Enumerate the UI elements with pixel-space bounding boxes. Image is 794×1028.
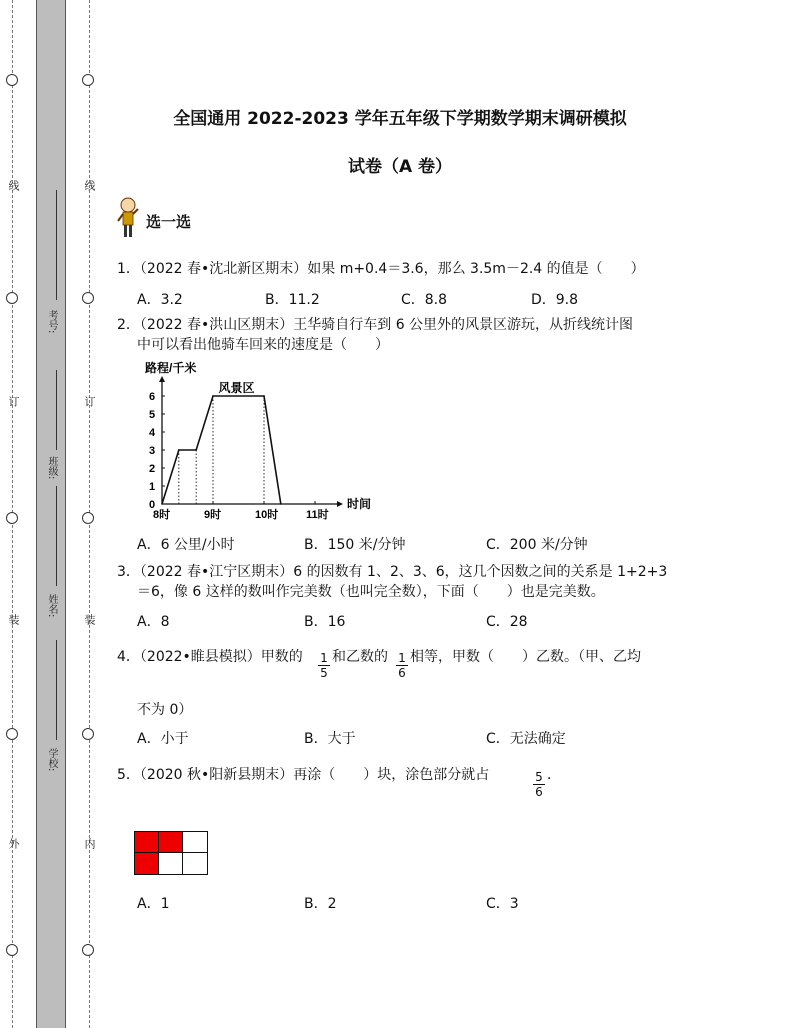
q4-option-b[interactable]: B．大于 xyxy=(304,731,356,747)
question-4-text-line2: 不为 0） xyxy=(137,702,193,718)
y-tick-label: 5 xyxy=(149,409,156,421)
margin-char-inner: 订 xyxy=(83,396,96,407)
binding-hole xyxy=(82,728,94,740)
q4-fraction-2 xyxy=(396,651,408,680)
binding-hole xyxy=(6,74,18,86)
empty-cell xyxy=(183,832,207,853)
binding-hole xyxy=(6,944,18,956)
gray-binding-strip xyxy=(36,0,66,1028)
cartoon-student-icon xyxy=(116,195,140,241)
margin-char-outer: 装 xyxy=(7,614,20,625)
x-tick-label: 8时 xyxy=(153,509,171,521)
q1-option-a[interactable]: A．3.2 xyxy=(137,292,183,308)
exam-title-line1: 全国通用 2022-2023 学年五年级下学期数学期末调研模拟 xyxy=(173,109,627,129)
name-label: 姓名: xyxy=(46,594,57,618)
fraction-denominator: 6 xyxy=(396,665,408,680)
data-point xyxy=(263,395,265,397)
shading-grid xyxy=(134,831,208,875)
school-label: 学校: xyxy=(46,748,57,772)
question-5-text: 5．（2020 秋•阳新县期末）再涂（ ）块，涂色部分就占 xyxy=(117,767,490,783)
y-tick-label: 3 xyxy=(149,445,156,457)
empty-cell xyxy=(159,853,183,874)
q3-option-c[interactable]: C．28 xyxy=(486,614,528,630)
binding-hole xyxy=(82,292,94,304)
fraction-numerator: 5 xyxy=(535,770,543,784)
q1-option-c[interactable]: C．8.8 xyxy=(401,292,448,308)
q4-option-a[interactable]: A．小于 xyxy=(137,731,189,747)
x-tick-label: 11时 xyxy=(306,509,329,521)
question-3-text-line2: ＝6，像 6 这样的数叫作完美数（也叫完全数），下面（ ）也是完美数。 xyxy=(137,584,605,600)
q2-option-c[interactable]: C．200 米/分钟 xyxy=(486,537,588,553)
data-point xyxy=(212,395,214,397)
binding-hole xyxy=(82,512,94,524)
shaded-cell xyxy=(135,853,159,874)
question-2-text-line1: 2．（2022 春•洪山区期末）王华骑自行车到 6 公里外的风景区游玩，从折线统计图 xyxy=(117,317,634,333)
class-line xyxy=(56,370,57,450)
question-5-end: ． xyxy=(547,767,561,783)
margin-char-outer: 线 xyxy=(7,180,20,191)
binding-hole xyxy=(82,944,94,956)
q2-option-a[interactable]: A．6 公里/小时 xyxy=(137,537,235,553)
fraction-numerator: 1 xyxy=(320,651,328,665)
data-point xyxy=(195,449,197,451)
y-tick-label: 6 xyxy=(149,391,156,403)
data-point xyxy=(178,449,180,451)
y-tick-label: 2 xyxy=(149,463,156,475)
data-point xyxy=(280,503,282,505)
school-line xyxy=(56,640,57,740)
section-title: 选一选 xyxy=(146,213,192,231)
binding-hole xyxy=(6,292,18,304)
question-4-part-a: 4．（2022•睢县模拟）甲数的 xyxy=(117,649,303,665)
y-axis-arrow xyxy=(159,376,165,382)
fraction-numerator: 1 xyxy=(398,651,406,665)
q1-option-b[interactable]: B．11.2 xyxy=(265,292,320,308)
exam-number-line xyxy=(56,190,57,300)
q3-option-a[interactable]: A．8 xyxy=(137,614,170,630)
x-tick-label: 10时 xyxy=(255,509,279,521)
data-point xyxy=(161,503,163,505)
name-line xyxy=(56,486,57,586)
y-tick-label: 4 xyxy=(149,427,156,439)
question-3-text-line1: 3．（2022 春•江宁区期末）6 的因数有 1、2、3、6，这几个因数之间的关系是 1+2+3 xyxy=(117,564,668,580)
q4-fraction-1 xyxy=(318,651,330,680)
y-tick-label: 0 xyxy=(149,499,156,511)
margin-char-inner: 装 xyxy=(83,614,96,625)
q1-option-d[interactable]: D．9.8 xyxy=(531,292,579,308)
q3-option-b[interactable]: B．16 xyxy=(304,614,346,630)
q5-option-a[interactable]: A．1 xyxy=(137,896,170,912)
question-4-part-c: 相等，甲数（ ）乙数。（甲、乙均 xyxy=(410,649,641,665)
x-axis-arrow xyxy=(337,501,343,507)
y-tick-label: 1 xyxy=(149,481,156,493)
scenic-area-annotation: 风景区 xyxy=(218,381,255,395)
margin-char-inner: 线 xyxy=(83,180,96,191)
q5-option-c[interactable]: C．3 xyxy=(486,896,519,912)
question-2-text-line2: 中可以看出他骑车回来的速度是（ ） xyxy=(137,337,389,353)
margin-char-inner: 内 xyxy=(83,838,96,849)
x-tick-label: 9时 xyxy=(204,509,222,521)
class-label: 班级: xyxy=(46,456,57,480)
binding-hole xyxy=(82,74,94,86)
shaded-cell xyxy=(159,832,183,853)
question-1-text: 1．（2022 春•沈北新区期末）如果 m+0.4＝3.6，那么 3.5m－2.4 的值是（ ） xyxy=(117,261,645,277)
fraction-denominator: 6 xyxy=(533,784,545,799)
exam-title-line2: 试卷（A 卷） xyxy=(347,157,453,177)
question-4-part-b: 和乙数的 xyxy=(332,649,388,665)
margin-char-outer: 外 xyxy=(7,838,20,849)
margin-char-outer: 订 xyxy=(7,396,20,407)
y-axis-label: 路程/千米 xyxy=(145,361,197,375)
fraction-denominator: 5 xyxy=(318,665,330,680)
exam-number-label: 考号: xyxy=(46,310,57,334)
distance-series-line xyxy=(162,396,281,504)
q5-fraction xyxy=(533,770,545,799)
q2-option-b[interactable]: B．150 米/分钟 xyxy=(304,537,406,553)
binding-hole xyxy=(6,728,18,740)
q5-option-b[interactable]: B．2 xyxy=(304,896,337,912)
x-axis-label: 时间 xyxy=(347,497,372,511)
binding-hole xyxy=(6,512,18,524)
shaded-cell xyxy=(135,832,159,853)
distance-time-line-chart xyxy=(125,360,375,525)
empty-cell xyxy=(183,853,207,874)
q4-option-c[interactable]: C．无法确定 xyxy=(486,731,566,747)
